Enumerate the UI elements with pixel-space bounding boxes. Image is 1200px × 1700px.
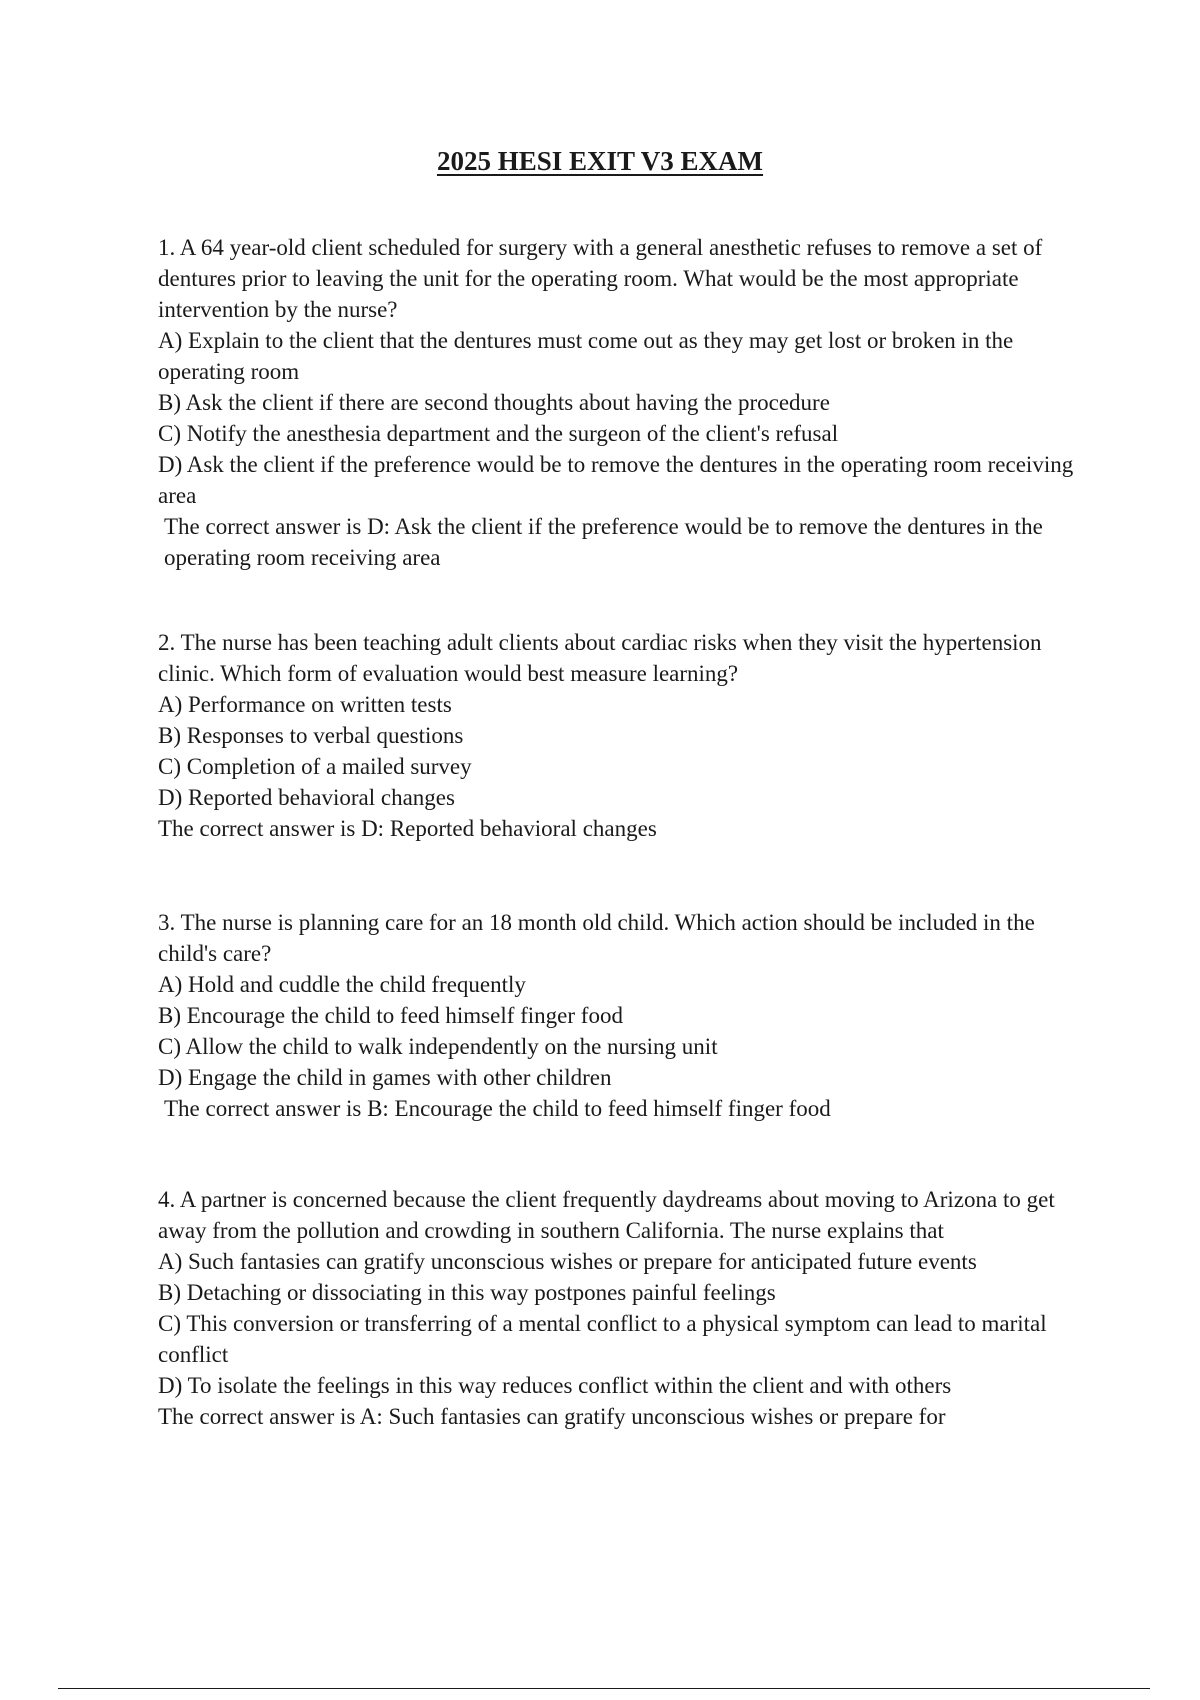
question-3 [158,907,1078,1184]
answer-option-b: B) Encourage the child to feed himself finger food [158,1003,623,1028]
answer-option-c: C) Allow the child to walk independently on the nursing unit [158,1034,718,1059]
answer-option-a: A) Performance on written tests [158,692,452,717]
answer-option-a: A) Such fantasies can gratify unconscious wishes or prepare for anticipated future events [158,1249,977,1274]
answer-option-b: B) Ask the client if there are second thoughts about having the procedure [158,390,830,415]
answer-option-c: C) This conversion or transferring of a mental conflict to a physical symptom can lead to marital conflict [158,1311,1047,1367]
question-2 [158,627,1078,907]
answer-option-d: D) Reported behavioral changes [158,785,455,810]
answer-option-a: A) Explain to the client that the dentures must come out as they may get lost or broken in the operating room [158,328,1014,384]
question-stem: 1. A 64 year-old client scheduled for surgery with a general anesthetic refuses to remove a set of dentures prior to leaving the unit for the operating room. What would be the most appropriate intervention by the nurse? [158,235,1043,322]
question-list [158,232,1078,1484]
page-footer-rule [58,1688,1150,1689]
correct-answer: The correct answer is D: Reported behavioral changes [158,816,657,841]
page-title: 2025 HESI EXIT V3 EXAM [436,146,764,176]
question-1 [158,232,1078,627]
question-4 [158,1184,1078,1484]
answer-option-c: C) Completion of a mailed survey [158,754,472,779]
answer-option-b: B) Detaching or dissociating in this way postpones painful feelings [158,1280,776,1305]
correct-answer: The correct answer is A: Such fantasies can gratify unconscious wishes or prepare for [158,1404,946,1429]
question-stem: 2. The nurse has been teaching adult clients about cardiac risks when they visit the hypertension clinic. Which form of evaluation would best measure learning? [158,630,1042,686]
answer-option-b: B) Responses to verbal questions [158,723,464,748]
answer-option-d: D) To isolate the feelings in this way reduces conflict within the client and with others [158,1373,952,1398]
answer-option-c: C) Notify the anesthesia department and the surgeon of the client's refusal [158,421,839,446]
correct-answer: The correct answer is D: Ask the client if the preference would be to remove the dentures in the operating room receiving area [164,514,1043,570]
answer-option-a: A) Hold and cuddle the child frequently [158,972,526,997]
question-stem: 3. The nurse is planning care for an 18 month old child. Which action should be included in the child's care? [158,910,1035,966]
answer-option-d: D) Engage the child in games with other children [158,1065,612,1090]
answer-option-d: D) Ask the client if the preference would be to remove the dentures in the operating room receiving area [158,452,1074,508]
question-stem: 4. A partner is concerned because the client frequently daydreams about moving to Arizona to get away from the pollution and crowding in southern California. The nurse explains that [158,1187,1055,1243]
correct-answer: The correct answer is B: Encourage the child to feed himself finger food [164,1096,831,1121]
